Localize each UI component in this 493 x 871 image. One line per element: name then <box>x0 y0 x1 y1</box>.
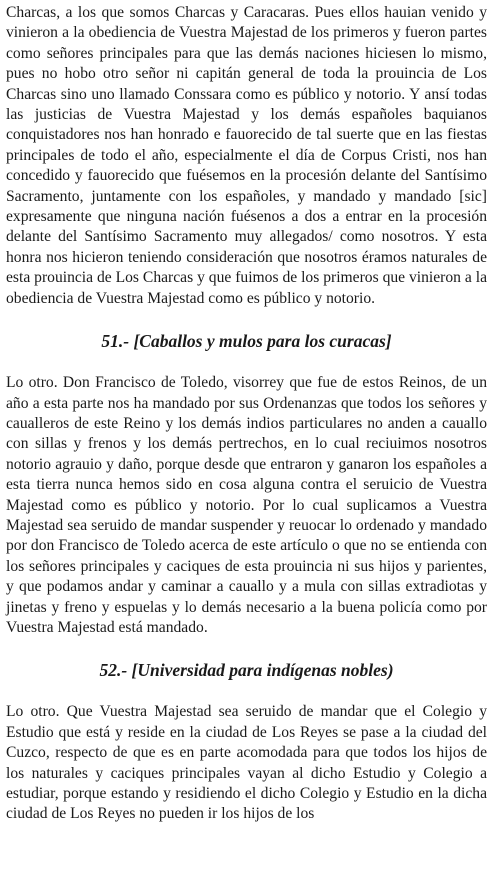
section-heading-51: 51.- [Caballos y mulos para los curacas] <box>101 331 392 352</box>
paragraph-3: Lo otro. Que Vuestra Majestad sea seruido de mandar que el Colegio y Estudio que está y reside en la ciudad de Los Reyes se pase a la ciudad del Cuzco, respecto de que es en parte acomodada para que todos los hijos de los naturales y caciques principales vayan al dicho Estudio y Colegio a estudiar, porque estando y residiendo el dicho Colegio y Estudio en la dicha ciudad de Los Reyes no pueden ir los hijos de los <box>6 703 487 823</box>
section-heading-52: 52.- [Universidad para indígenas nobles) <box>99 660 394 681</box>
paragraph-1: Charcas, a los que somos Charcas y Caracaras. Pues ellos hauian venido y vinieron a la obediencia de Vuestra Majestad de los primeros y fueron partes como señores principales para que las demás naciones hiciesen lo mismo, pues no hobo otro señor ni capitán general de toda la prouincia de Los Charcas sino uno llamado Conssara como es público y notorio. Y ansí todas las justicias de Vuestra Majestad y los demás españoles baquianos conquistadores nos han honrado e fauorecido de tal suerte que en las fiestas principales de todo el año, especialmente el día de Corpus Cristi, nos han concedido y fauorecido que fuésemos en la procesión delante del Santísimo Sacramento, juntamente con los españoles, y mandado y mandado [sic] expresamente que ninguna nación fuésenos a dos a entrar en la procesión delante del Santísimo Sacramento muy allegados/ como nosotros. Y esta honra nos hicieron teniendo consideración que nosotros éramos naturales de esta prouincia de Los Charcas y que fuimos de los primeros que vinieron a la obediencia de Vuestra Majestad como es público y notorio. <box>6 4 487 307</box>
paragraph-2: Lo otro. Don Francisco de Toledo, visorrey que fue de estos Reinos, de un año a esta parte nos ha mandado por sus Ordenanzas que todos los señores y caualleros de este Reino y los demás indios particulares no anden a cauallo con sillas y frenos y los demás pertrechos, en lo cual reciuimos nosotros notorio agrauio y daño, porque desde que entraron y ganaron los españoles a esta tierra nunca hemos sido en cosa alguna contra el seruicio de Vuestra Majestad como es público y notorio. Por lo cual suplicamos a Vuestra Majestad sea seruido de mandar suspender y reuocar lo ordenado y mandado por don Francisco de Toledo acerca de este artículo o que no se entienda con los señores principales y caciques de esta prouincia ni sus hijos y parientes, y que podamos andar y caminar a cauallo y a mula con sillas extradiotas y jinetas y freno y espuelas y lo demás necesario a la buena policía como por Vuestra Majestad está mandado. <box>6 374 487 636</box>
